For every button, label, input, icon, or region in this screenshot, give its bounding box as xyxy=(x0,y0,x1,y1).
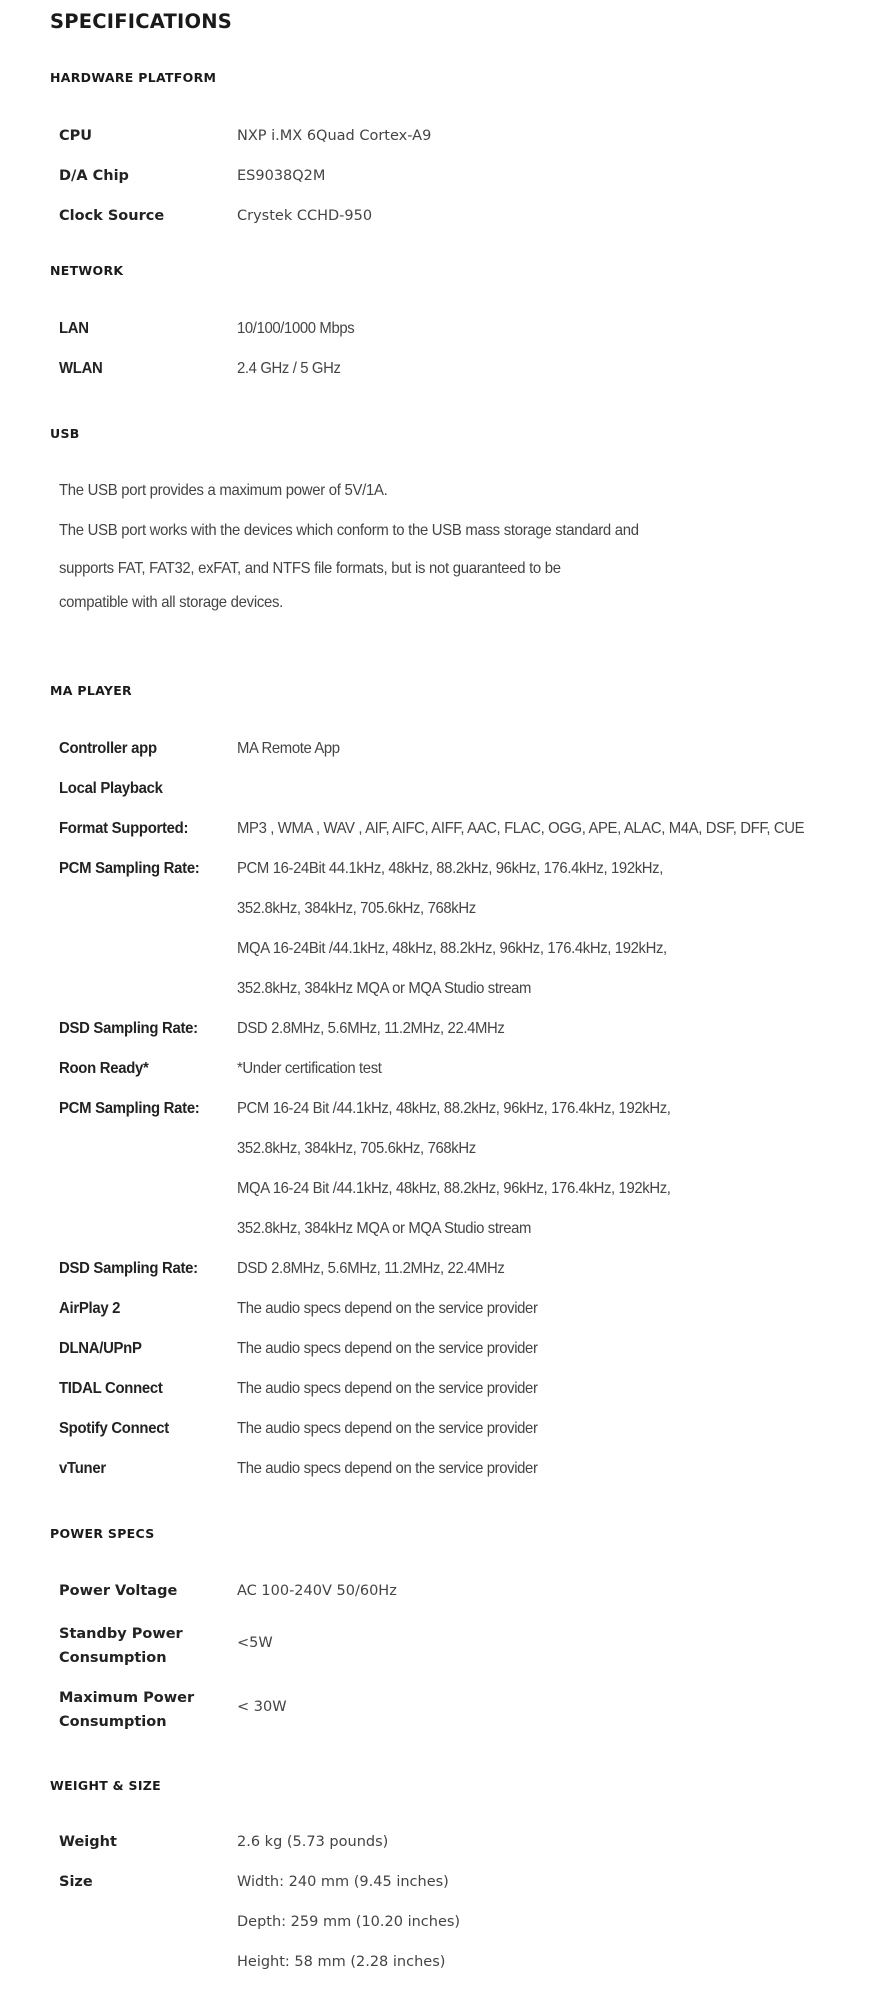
spec-row-height xyxy=(59,1954,879,1978)
spec-value: 352.8kHz, 384kHz, 705.6kHz, 768kHz xyxy=(237,1140,476,1157)
spec-value: MP3 , WMA , WAV , AIF, AIFC, AIFF, AAC, FLAC, OGG, APE, ALAC, M4A, DSF, DFF, CUE xyxy=(237,820,805,837)
spec-row-power-voltage xyxy=(59,1583,879,1607)
spec-row xyxy=(59,820,879,844)
spec-value: NXP i.MX 6Quad Cortex-A9 xyxy=(237,128,432,144)
spec-row xyxy=(59,860,879,884)
spec-label: Roon Ready* xyxy=(59,1060,149,1077)
spec-value: The audio specs depend on the service provider xyxy=(237,1380,538,1397)
spec-value: The audio specs depend on the service provider xyxy=(237,1420,538,1437)
spec-value: The audio specs depend on the service provider xyxy=(237,1300,538,1317)
spec-label: vTuner xyxy=(59,1460,106,1477)
usb-paragraph: supports FAT, FAT32, exFAT, and NTFS file formats, but is not guaranteed to be xyxy=(59,560,561,577)
spec-value: The audio specs depend on the service provider xyxy=(237,1460,538,1477)
spec-row-standby-power xyxy=(59,1622,879,1672)
spec-label: CPU xyxy=(59,128,93,144)
spec-row xyxy=(59,1140,879,1164)
spec-label: DLNA/UPnP xyxy=(59,1340,142,1357)
spec-label: TIDAL Connect xyxy=(59,1380,163,1397)
spec-row-da-chip xyxy=(59,168,879,192)
spec-row xyxy=(59,1260,879,1284)
spec-value: 352.8kHz, 384kHz, 705.6kHz, 768kHz xyxy=(237,900,476,917)
spec-label: Standby Power Consumption xyxy=(59,1626,183,1666)
spec-value: MQA 16-24Bit /44.1kHz, 48kHz, 88.2kHz, 96kHz, 176.4kHz, 192kHz, xyxy=(237,940,667,957)
spec-row xyxy=(59,1020,879,1044)
spec-row-weight xyxy=(59,1834,879,1858)
spec-label: Size xyxy=(59,1874,93,1890)
spec-value: Height: 58 mm (2.28 inches) xyxy=(237,1954,446,1970)
spec-label: PCM Sampling Rate: xyxy=(59,860,200,877)
spec-value: Width: 240 mm (9.45 inches) xyxy=(237,1874,449,1890)
spec-value: The audio specs depend on the service provider xyxy=(237,1340,538,1357)
spec-value: DSD 2.8MHz, 5.6MHz, 11.2MHz, 22.4MHz xyxy=(237,1260,505,1277)
section-heading-usb: USB xyxy=(50,426,80,441)
spec-row xyxy=(59,740,879,764)
spec-value: <5W xyxy=(237,1635,273,1651)
spec-label: Power Voltage xyxy=(59,1583,178,1599)
spec-label: PCM Sampling Rate: xyxy=(59,1100,200,1117)
spec-row xyxy=(59,1380,879,1404)
spec-value: MQA 16-24 Bit /44.1kHz, 48kHz, 88.2kHz, 96kHz, 176.4kHz, 192kHz, xyxy=(237,1180,671,1197)
spec-row-size xyxy=(59,1874,879,1898)
spec-label: Format Supported: xyxy=(59,820,189,837)
section-heading-ma-player: MA PLAYER xyxy=(50,683,132,698)
spec-row xyxy=(59,940,879,964)
spec-value: 10/100/1000 Mbps xyxy=(237,320,355,337)
spec-label: WLAN xyxy=(59,360,103,377)
spec-value: MA Remote App xyxy=(237,740,340,757)
section-heading-network: NETWORK xyxy=(50,263,124,278)
spec-label: Local Playback xyxy=(59,780,163,797)
spec-value: 2.4 GHz / 5 GHz xyxy=(237,360,341,377)
spec-row xyxy=(59,1340,879,1364)
spec-value: < 30W xyxy=(237,1699,287,1715)
spec-value: 2.6 kg (5.73 pounds) xyxy=(237,1834,389,1850)
spec-value: AC 100-240V 50/60Hz xyxy=(237,1583,397,1599)
usb-paragraph: compatible with all storage devices. xyxy=(59,594,284,611)
spec-label: AirPlay 2 xyxy=(59,1300,121,1317)
spec-row-depth xyxy=(59,1914,879,1938)
spec-row xyxy=(59,780,879,804)
spec-row-wlan xyxy=(59,360,879,384)
spec-row xyxy=(59,1220,879,1244)
spec-label: DSD Sampling Rate: xyxy=(59,1020,198,1037)
spec-label: Controller app xyxy=(59,740,157,757)
page-title: SPECIFICATIONS xyxy=(50,10,232,33)
section-heading-weight-size: WEIGHT & SIZE xyxy=(50,1778,161,1793)
spec-label: Weight xyxy=(59,1834,117,1850)
spec-value: 352.8kHz, 384kHz MQA or MQA Studio stream xyxy=(237,1220,532,1237)
spec-row xyxy=(59,980,879,1004)
spec-label: Maximum Power Consumption xyxy=(59,1690,195,1730)
spec-row-cpu xyxy=(59,128,879,152)
spec-label: DSD Sampling Rate: xyxy=(59,1260,198,1277)
usb-paragraph: The USB port provides a maximum power of 5V/1A. xyxy=(59,482,388,499)
spec-row-max-power xyxy=(59,1686,879,1736)
spec-value: Crystek CCHD-950 xyxy=(237,208,373,224)
spec-label: Clock Source xyxy=(59,208,165,224)
spec-label: LAN xyxy=(59,320,89,337)
spec-label: D/A Chip xyxy=(59,168,129,184)
spec-label: Spotify Connect xyxy=(59,1420,169,1437)
spec-row xyxy=(59,1460,879,1484)
spec-value: Depth: 259 mm (10.20 inches) xyxy=(237,1914,461,1930)
spec-row-clock-source xyxy=(59,208,879,232)
usb-paragraph: The USB port works with the devices which conform to the USB mass storage standard and xyxy=(59,522,639,539)
spec-value: ES9038Q2M xyxy=(237,168,326,184)
section-heading-power: POWER SPECS xyxy=(50,1526,155,1541)
spec-value: PCM 16-24 Bit /44.1kHz, 48kHz, 88.2kHz, 96kHz, 176.4kHz, 192kHz, xyxy=(237,1100,671,1117)
section-heading-hardware: HARDWARE PLATFORM xyxy=(50,70,217,85)
spec-value: PCM 16-24Bit 44.1kHz, 48kHz, 88.2kHz, 96kHz, 176.4kHz, 192kHz, xyxy=(237,860,664,877)
spec-row xyxy=(59,1100,879,1124)
spec-value: DSD 2.8MHz, 5.6MHz, 11.2MHz, 22.4MHz xyxy=(237,1020,505,1037)
spec-row xyxy=(59,1180,879,1204)
spec-value: *Under certification test xyxy=(237,1060,382,1077)
spec-row xyxy=(59,1420,879,1444)
spec-row xyxy=(59,1300,879,1324)
spec-row xyxy=(59,1060,879,1084)
spec-value: 352.8kHz, 384kHz MQA or MQA Studio stream xyxy=(237,980,532,997)
spec-row xyxy=(59,900,879,924)
spec-row-lan xyxy=(59,320,879,344)
